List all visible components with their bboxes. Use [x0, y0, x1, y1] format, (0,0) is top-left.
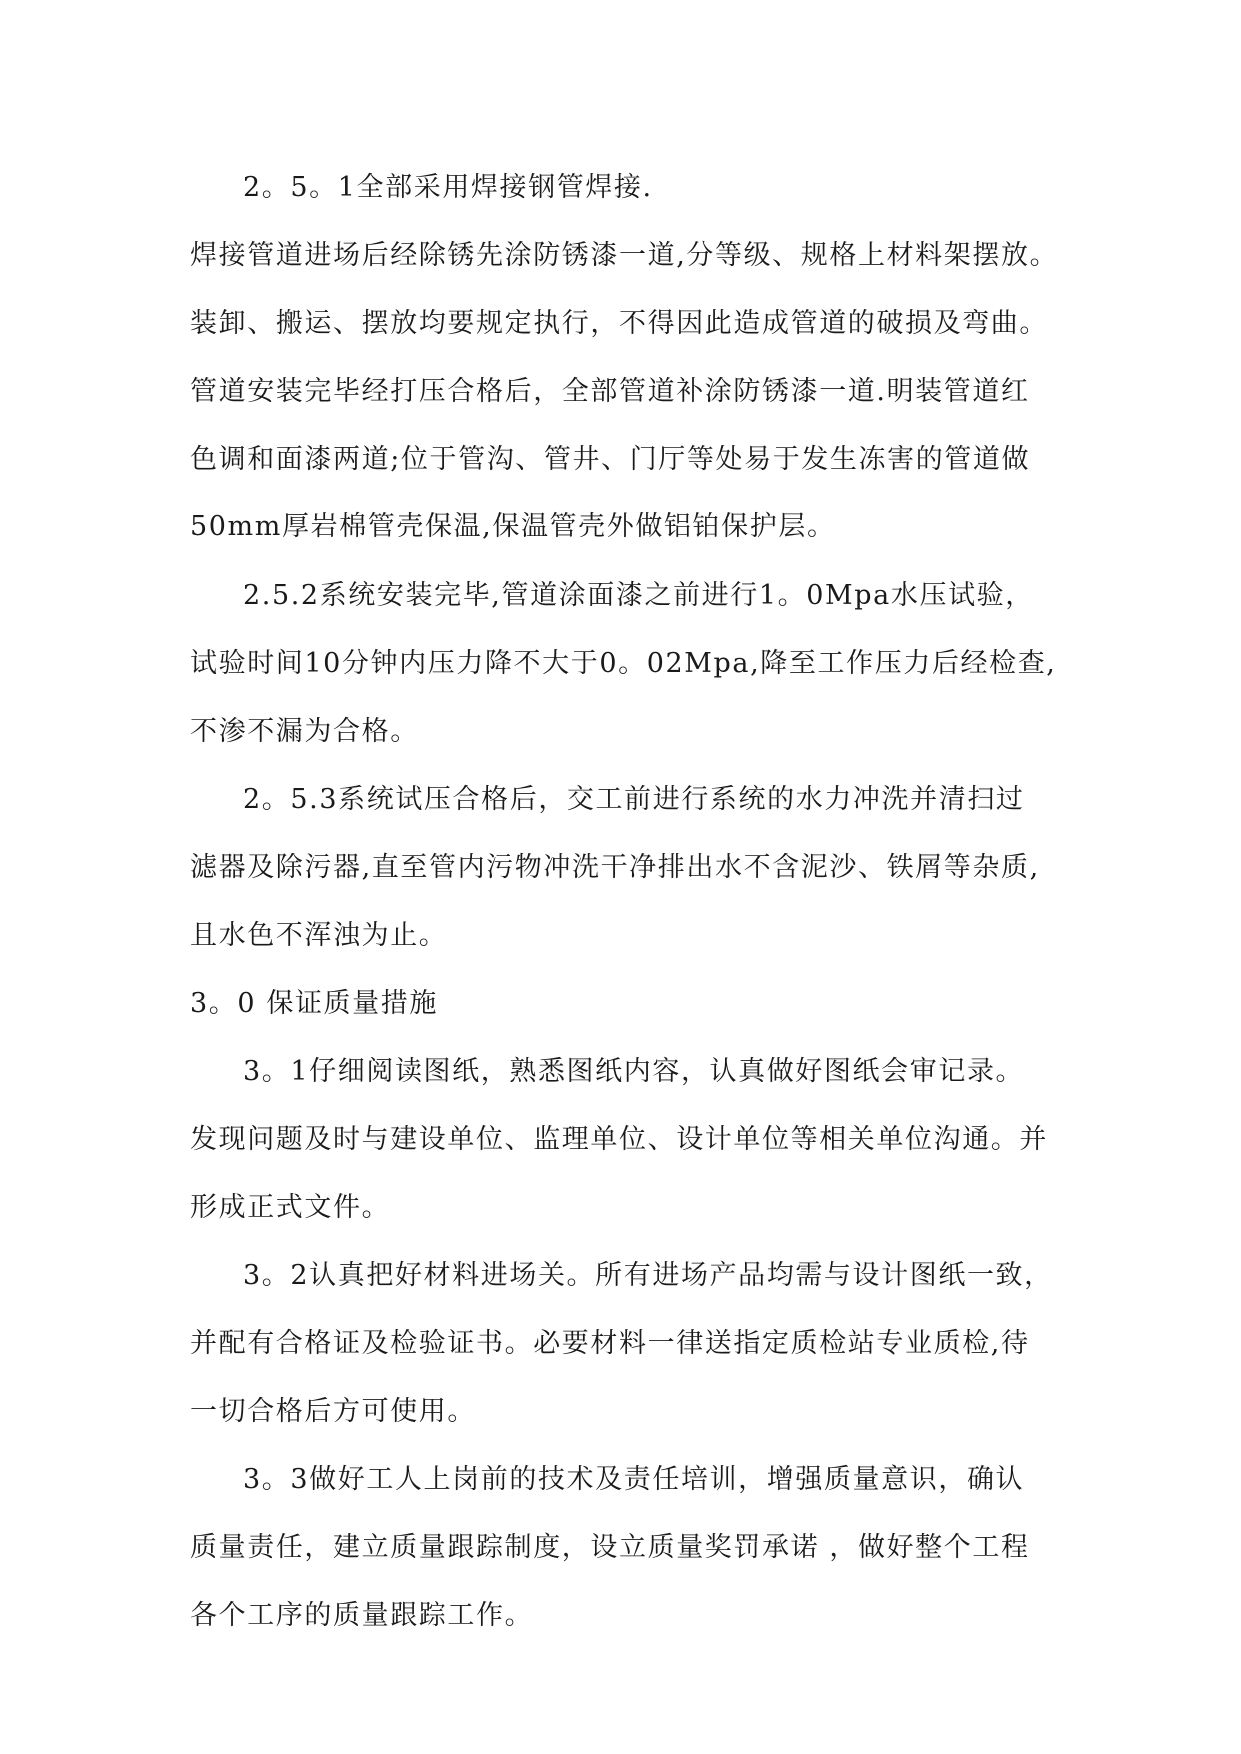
- section-2-5-2-line: 2.5.2系统安装完毕,管道涂面漆之前进行1。0Mpa水压试验，: [243, 580, 1034, 611]
- paragraph-line: 试验时间10分钟内压力降不大于0。02Mpa,降至工作压力后经检查,: [190, 648, 1057, 679]
- paragraph-line: 各个工序的质量跟踪工作。: [190, 1600, 534, 1631]
- section-3-3-line: 3。3做好工人上岗前的技术及责任培训，增强质量意识，确认: [243, 1464, 1025, 1495]
- paragraph-line: 管道安装完毕经打压合格后，全部管道补涂防锈漆一道.明装管道红: [190, 376, 1030, 407]
- paragraph-line: 焊接管道进场后经除锈先涂防锈漆一道,分等级、规格上材料架摆放。: [190, 240, 1059, 271]
- paragraph-line: 色调和面漆两道;位于管沟、管井、门厅等处易于发生冻害的管道做: [190, 444, 1031, 475]
- section-2-5-1-heading: 2。5。1全部采用焊接钢管焊接.: [243, 172, 653, 203]
- section-2-5-3-line: 2。5.3系统试压合格后，交工前进行系统的水力冲洗并清扫过: [243, 784, 1025, 815]
- paragraph-line: 滤器及除污器,直至管内污物冲洗干净排出水不含泥沙、铁屑等杂质,: [190, 852, 1040, 883]
- paragraph-line: 发现问题及时与建设单位、监理单位、设计单位等相关单位沟通。并: [190, 1124, 1048, 1155]
- section-3-1-line: 3。1仔细阅读图纸，熟悉图纸内容，认真做好图纸会审记录。: [243, 1056, 1025, 1087]
- paragraph-line: 不渗不漏为合格。: [190, 716, 419, 747]
- paragraph-line: 50mm厚岩棉管壳保温,保温管壳外做铝铂保护层。: [190, 511, 836, 542]
- paragraph-line: 质量责任，建立质量跟踪制度，设立质量奖罚承诺 ，做好整个工程: [190, 1532, 1030, 1563]
- paragraph-line: 一切合格后方可使用。: [190, 1396, 476, 1427]
- paragraph-line: 且水色不浑浊为止。: [190, 920, 448, 951]
- paragraph-line: 并配有合格证及检验证书。必要材料一律送指定质检站专业质检,待: [190, 1328, 1030, 1359]
- section-3-2-line: 3。2认真把好材料进场关。所有进场产品均需与设计图纸一致，: [243, 1260, 1053, 1291]
- paragraph-line: 装卸、搬运、摆放均要规定执行，不得因此造成管道的破损及弯曲。: [190, 308, 1048, 339]
- paragraph-line: 形成正式文件。: [190, 1192, 391, 1223]
- section-3-0-heading: 3。0 保证质量措施: [190, 988, 438, 1019]
